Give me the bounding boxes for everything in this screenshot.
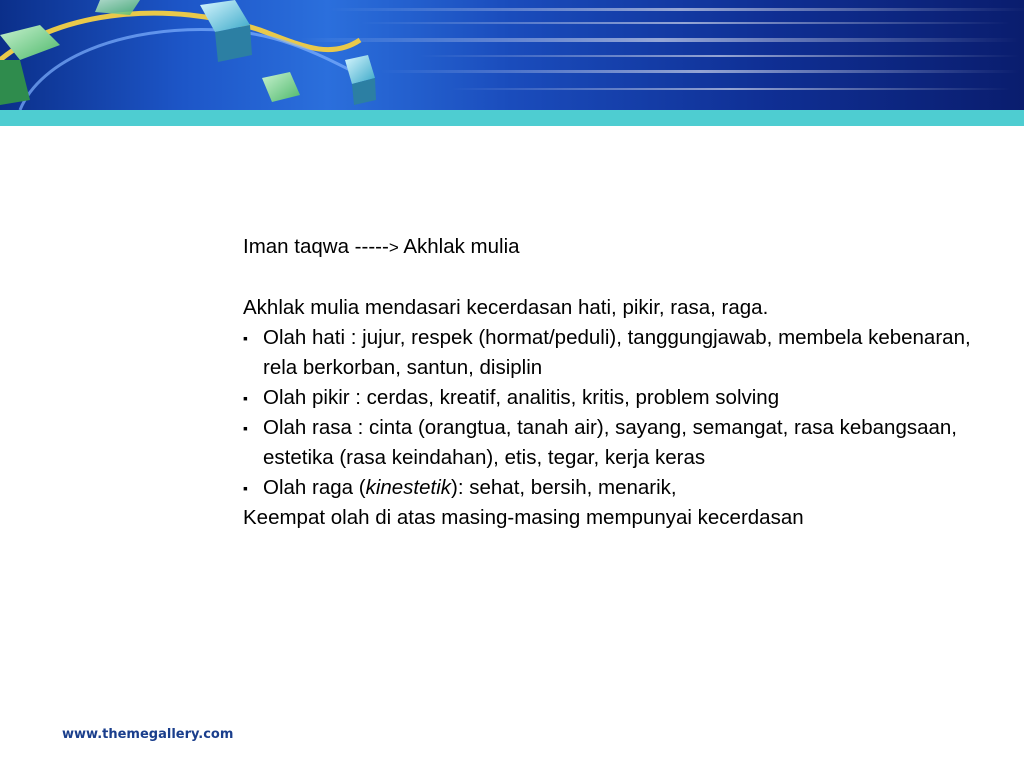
- bullet-text: Olah rasa : cinta (orangtua, tanah air), sayang, semangat, rasa kebangsaan, estetika (rasa keindahan), etis, tegar, kerja keras: [263, 416, 957, 469]
- bullet-text: Olah pikir : cerdas, kreatif, analitis, kritis, problem solving: [263, 386, 780, 409]
- intro-right: Akhlak mulia: [398, 235, 520, 258]
- bullet-item-olah-pikir: [243, 383, 973, 413]
- bullet-item-olah-rasa: [243, 413, 973, 473]
- bullet-text-italic: kinestetik: [365, 476, 452, 499]
- header-accent-strip: [0, 110, 1024, 126]
- bullet-item-olah-raga: [243, 473, 973, 503]
- intro-line: [243, 232, 973, 263]
- square-bullet-icon: ▪: [243, 480, 248, 496]
- square-bullet-icon: ▪: [243, 330, 248, 346]
- bullet-text: [263, 473, 973, 503]
- spacer: [243, 263, 973, 293]
- intro-left: Iman taqwa -----: [243, 235, 389, 258]
- arrow-icon: >: [388, 238, 399, 257]
- banner-graphic: [0, 0, 1024, 110]
- square-bullet-icon: ▪: [243, 390, 248, 406]
- lead-text: Akhlak mulia mendasari kecerdasan hati, pikir, rasa, raga.: [243, 296, 769, 319]
- closing-text: Keempat olah di atas masing-masing mempunyai kecerdasan: [243, 506, 804, 529]
- square-bullet-icon: ▪: [243, 420, 248, 436]
- bullet-item-olah-hati: [243, 323, 973, 383]
- footer-url: www.themegallery.com: [62, 727, 234, 742]
- bullet-text-after: ): sehat, bersih, menarik,: [451, 476, 677, 499]
- slide-body: [243, 232, 973, 533]
- header-banner: [0, 0, 1024, 110]
- bullet-text: Olah hati : jujur, respek (hormat/peduli), tanggungjawab, membela kebenaran, rela berkorban, santun, disiplin: [263, 326, 971, 379]
- bullet-text-before: Olah raga (: [263, 476, 366, 499]
